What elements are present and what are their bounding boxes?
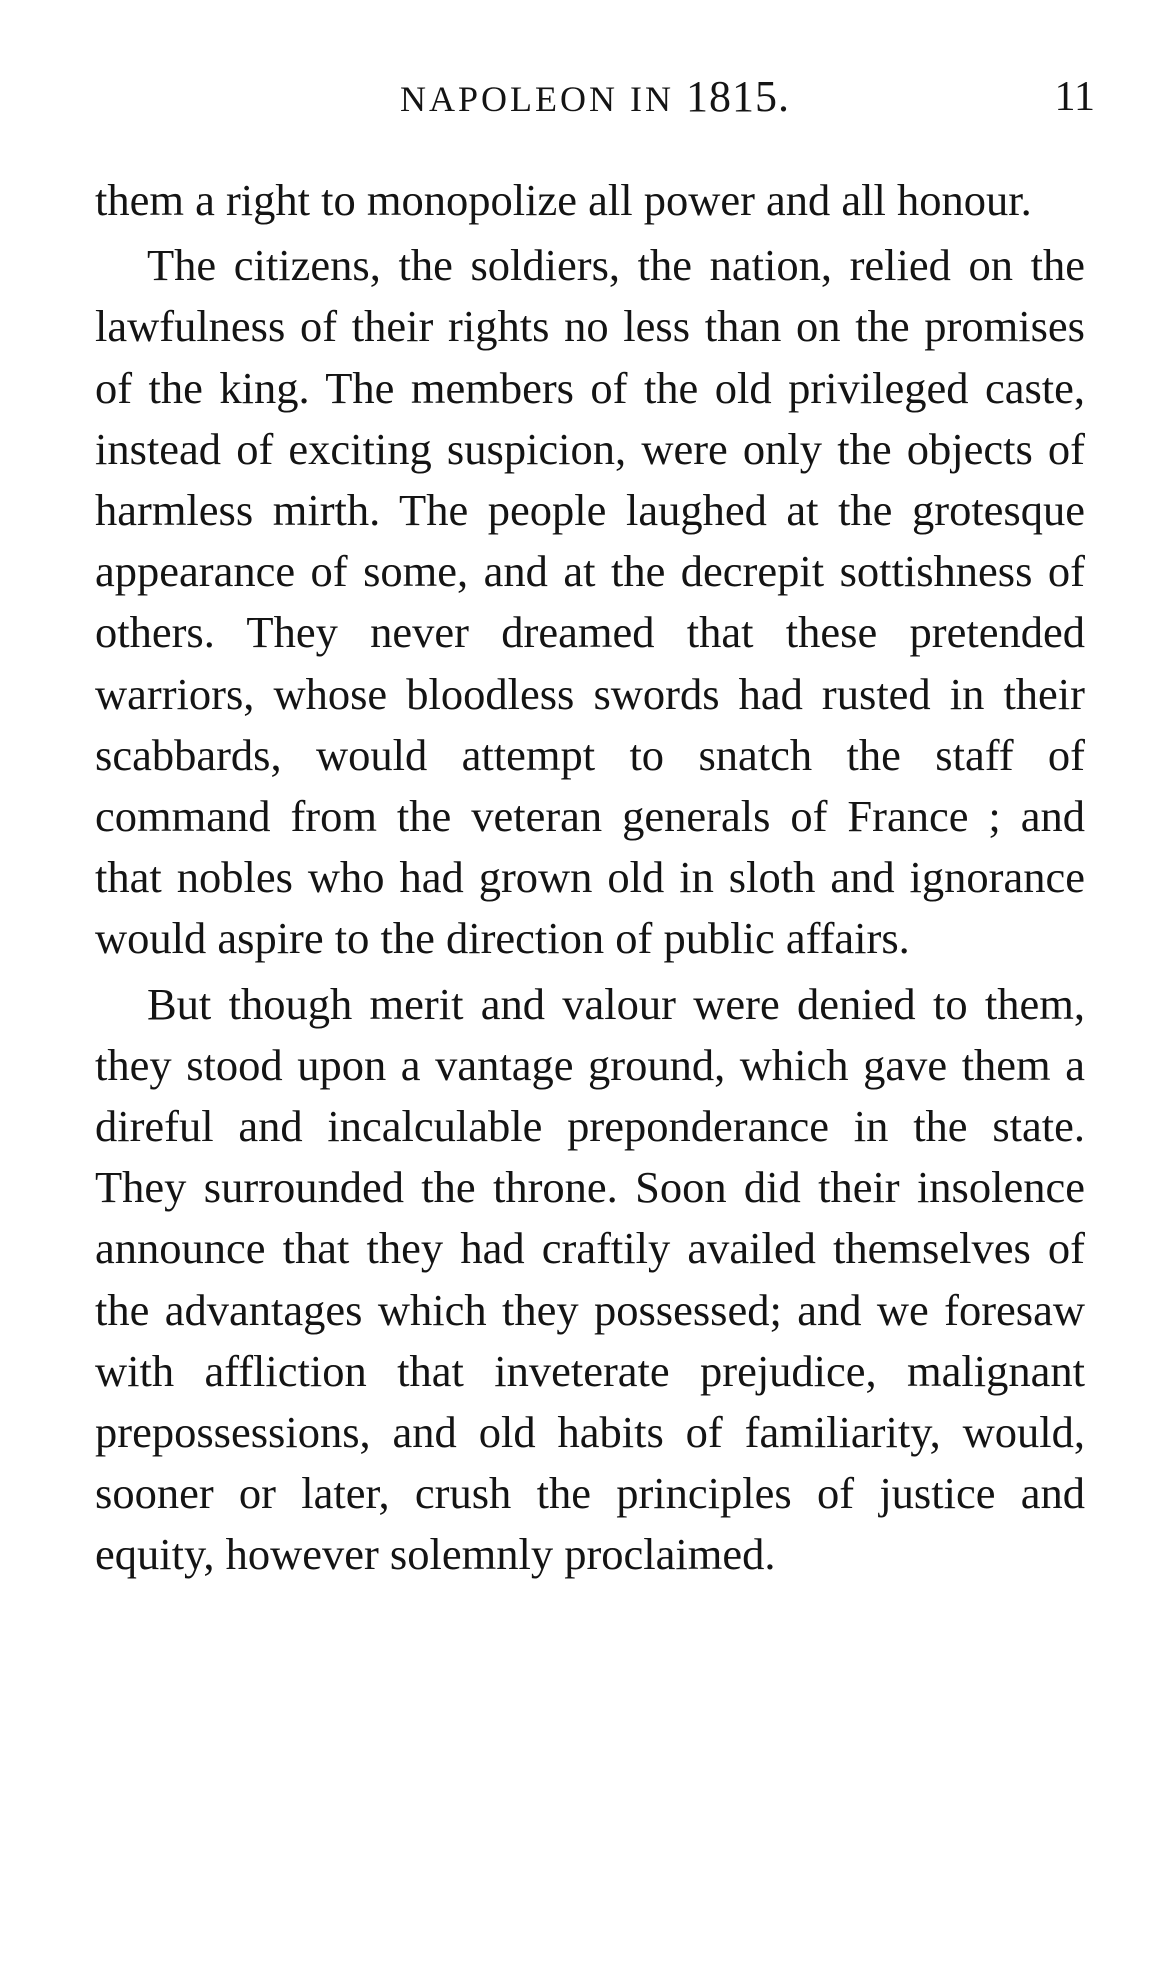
paragraph-merit-and-valour: But though merit and valour were denied to them, they stood upon a vantage ground, which gave them a direful and incalculable preponderance in the state. They surrounded the throne. Soon did their insolence announce that they had craftily availed themselves of the advantages which they possessed; and we foresaw with affliction that inveterate prejudice, malignant prepossessions, and old habits of familiarity, would, sooner or later, crush the principles of justice and equity, however solemnly proclaimed. xyxy=(95,978,1085,1580)
running-head xyxy=(95,72,1095,122)
running-title-text: NAPOLEON IN xyxy=(400,79,674,119)
body-text xyxy=(95,170,1085,1586)
paragraph-continued: them a right to monopolize all power and all honour. xyxy=(95,175,1032,225)
running-title xyxy=(95,72,1095,124)
page-number: 11 xyxy=(1054,74,1095,120)
running-title-year: 1815. xyxy=(685,72,790,121)
paragraph-citizens: The citizens, the soldiers, the nation, relied on the lawfulness of their rights no less than on the promises of the king. The members of the old privileged caste, instead of exciting suspicion, were only the objects of harmless mirth. The people laughed at the grotesque appearance of some, and at the decrepit sottishness of others. They never dreamed that these pretended warriors, whose bloodless swords had rusted in their scabbards, would attempt to snatch the staff of command from the veteran generals of France ; and that nobles who had grown old in sloth and ignorance would aspire to the direction of public affairs. xyxy=(95,240,1085,964)
